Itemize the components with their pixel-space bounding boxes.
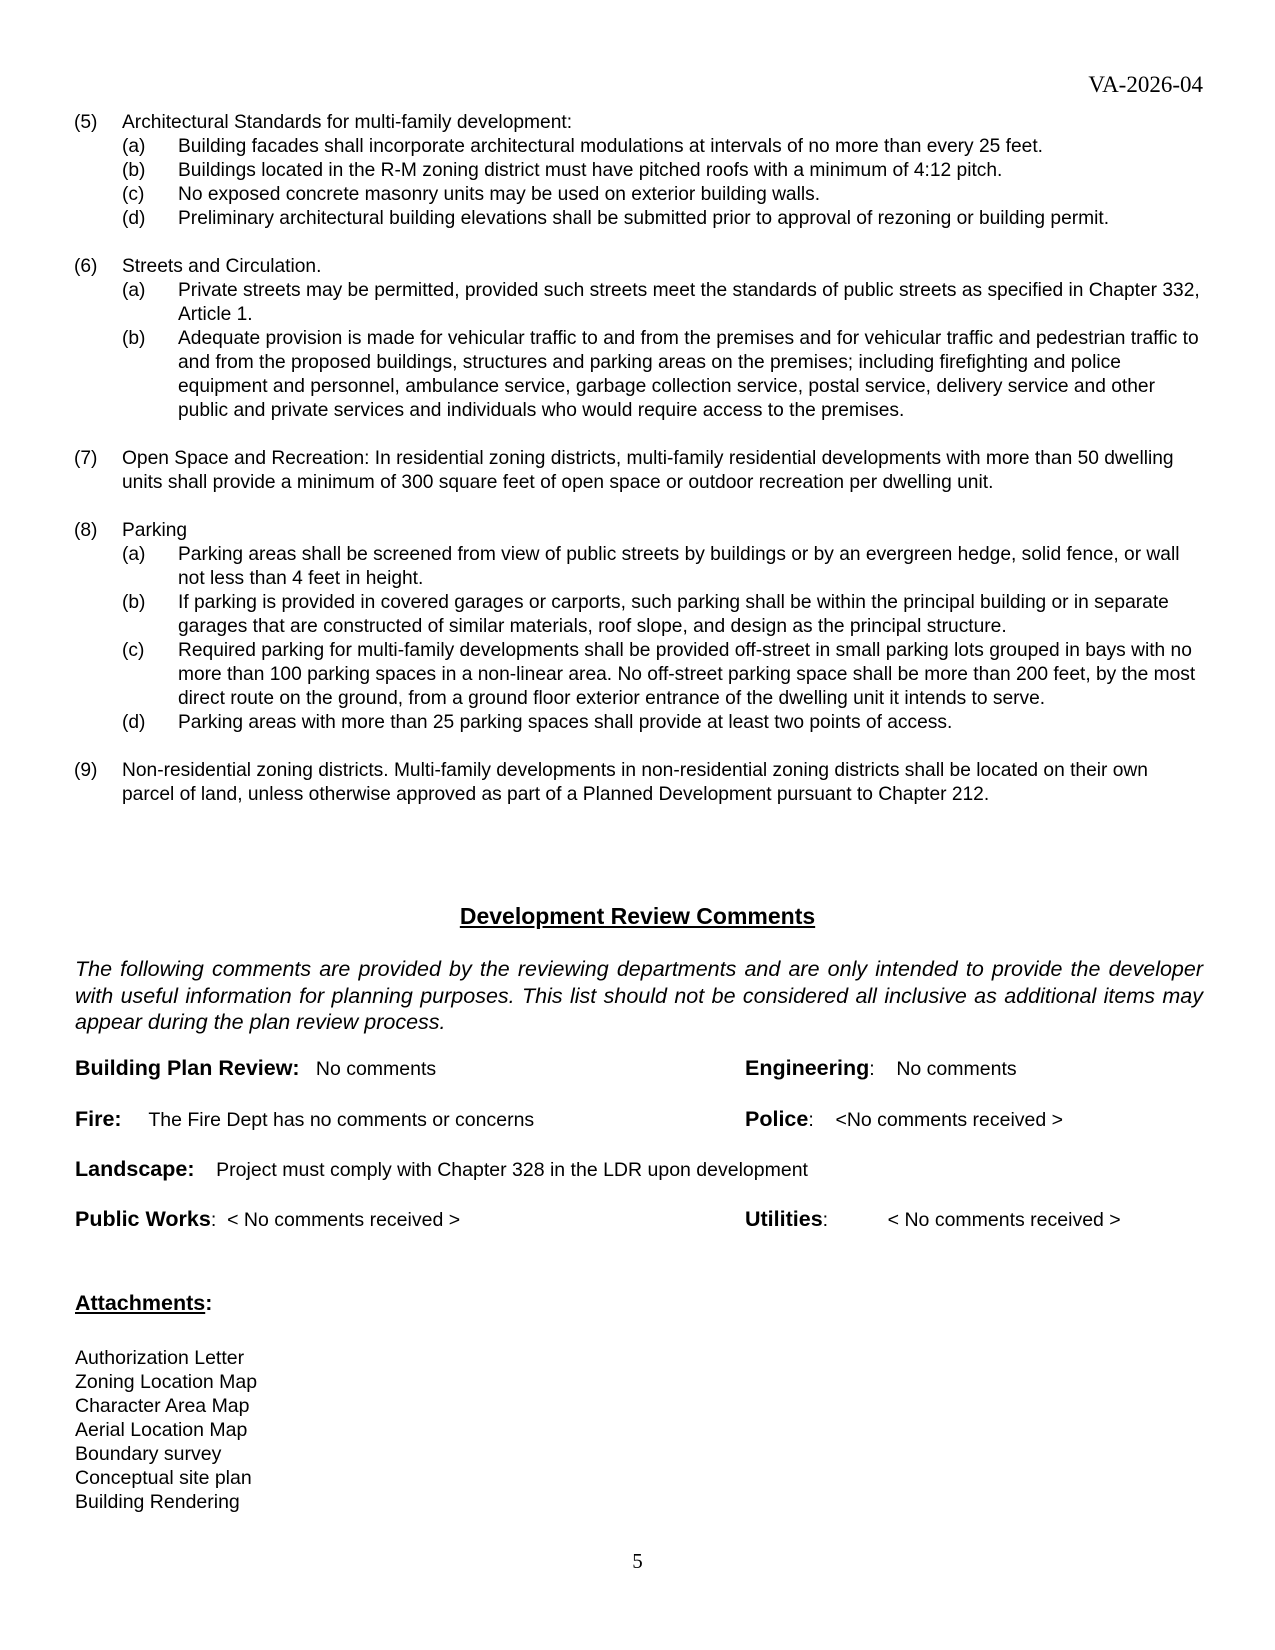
section-items: [122, 135, 1204, 231]
list-item: Character Area Map: [75, 1395, 250, 1417]
item-label: (c): [122, 184, 145, 205]
section-heading: Streets and Circulation.: [122, 256, 322, 277]
item-text: Required parking for multi-family developments shall be provided off-street in small parking lots grouped in bays with no more than 100 parking spaces in a non-linear area. No off-street parking space shall be more than 200 feet, by the most direct route on the ground, from a ground floor exterior entrance of the dwelling unit it intends to serve.: [178, 640, 1196, 709]
item-text: Adequate provision is made for vehicular traffic to and from the premises and for vehicular traffic and pedestrian traffic to and from the proposed buildings, structures and parking areas on the premises; including firefighting and police equipment and personnel, ambulance service, garbage collection service, postal service, delivery service and other public and private services and individuals who would require access to the premises.: [178, 328, 1199, 421]
section-number: (7): [74, 448, 98, 469]
item-text: Building facades shall incorporate architectural modulations at intervals of no more than every 25 feet.: [178, 136, 1043, 157]
item-label: (b): [122, 328, 146, 349]
list-item: Boundary survey: [75, 1443, 222, 1465]
list-item: [122, 135, 1204, 159]
attachments-title: Attachments: [75, 1291, 206, 1315]
list-item: [122, 711, 1204, 735]
section-number: (5): [74, 112, 98, 133]
comment-value: No comments: [896, 1058, 1017, 1080]
section-items: [122, 279, 1204, 423]
comment-label: Landscape:: [75, 1157, 195, 1181]
comment-landscape: [75, 1157, 808, 1182]
comment-public-works: Public Works: < No comments received >: [75, 1207, 461, 1231]
comment-label: Police: [745, 1107, 809, 1131]
comment-utilities: Utilities: < No comments received >: [745, 1207, 1121, 1231]
item-label: (b): [122, 160, 146, 181]
comment-fire: [75, 1107, 534, 1132]
section-number: (6): [74, 256, 98, 277]
comment-engineering: Engineering: No comments: [745, 1056, 1017, 1080]
comment-value: No comments: [315, 1058, 437, 1080]
item-label: (d): [122, 712, 146, 733]
section-number: (9): [74, 760, 98, 781]
list-item: Aerial Location Map: [75, 1419, 248, 1441]
item-text: If parking is provided in covered garages or carports, such parking shall be within the principal building or in separate garages that are constructed of similar materials, roof slope, and design as the principal structure.: [178, 592, 1169, 637]
list-item: [122, 639, 1204, 711]
item-label: (a): [122, 136, 146, 157]
comment-value: The Fire Dept has no comments or concerns: [148, 1109, 535, 1131]
review-intro: The following comments are provided by the reviewing departments and are only intended to provide the developer with useful information for planning purposes. This list should not be considered all inclusive as additional items may appear during the plan review process.: [75, 957, 1203, 1034]
item-text: No exposed concrete masonry units may be used on exterior building walls.: [178, 184, 821, 205]
comment-label: Engineering: [745, 1056, 870, 1080]
comment-value: Project must comply with Chapter 328 in the LDR upon development: [216, 1159, 808, 1181]
standards-sections: [74, 111, 1204, 831]
review-comments-heading: [0, 903, 1275, 930]
section-number: (8): [74, 520, 98, 541]
list-item: [122, 207, 1204, 231]
item-text: Parking areas shall be screened from view of public streets by buildings or by an evergreen hedge, solid fence, or wall not less than 4 feet in height.: [178, 544, 1180, 589]
attachments-list: [75, 1346, 257, 1514]
section-7: [74, 447, 1204, 495]
item-label: (a): [122, 280, 146, 301]
section-5: [74, 111, 1204, 231]
list-item: Conceptual site plan: [75, 1467, 252, 1489]
section-text: Non-residential zoning districts. Multi-family developments in non-residential zoning districts shall be located on their own parcel of land, unless otherwise approved as part of a Planned Development pursuant to Chapter 212.: [122, 760, 1148, 805]
item-text: Private streets may be permitted, provided such streets meet the standards of public streets as specified in Chapter 332, Article 1.: [178, 280, 1200, 325]
list-item: [122, 183, 1204, 207]
item-text: Preliminary architectural building elevations shall be submitted prior to approval of rezoning or building permit.: [178, 208, 1110, 229]
comment-value: < No comments received >: [887, 1209, 1121, 1231]
list-item: [122, 591, 1204, 639]
list-item: [122, 159, 1204, 183]
list-item: [122, 327, 1204, 423]
section-heading: Parking: [122, 520, 188, 541]
item-label: (b): [122, 592, 146, 613]
attachments-heading: Attachments:: [75, 1291, 213, 1315]
section-items: [122, 543, 1204, 735]
section-text: Open Space and Recreation: In residential zoning districts, multi-family residential developments with more than 50 dwelling units shall provide a minimum of 300 square feet of open space or outdoor recreation per dwelling unit.: [122, 448, 1174, 493]
document-id: VA-2026-04: [1088, 72, 1203, 97]
item-text: Parking areas with more than 25 parking spaces shall provide at least two points of access.: [178, 712, 953, 733]
page-number: 5: [632, 1549, 643, 1573]
section-heading: Architectural Standards for multi-family development:: [122, 112, 573, 133]
comment-label: Building Plan Review:: [75, 1056, 300, 1080]
section-9: [74, 759, 1204, 807]
list-item: Building Rendering: [75, 1491, 240, 1513]
comment-value: < No comments received >: [227, 1209, 461, 1231]
comment-police: Police: <No comments received >: [745, 1107, 1064, 1131]
list-item: [122, 543, 1204, 591]
review-title-text: Development Review Comments: [459, 903, 816, 929]
comment-label: Fire:: [75, 1107, 122, 1131]
list-item: Zoning Location Map: [75, 1371, 258, 1393]
section-6: [74, 255, 1204, 423]
comment-label: Utilities: [745, 1207, 823, 1231]
item-label: (c): [122, 640, 145, 661]
section-8: [74, 519, 1204, 735]
comment-value: <No comments received >: [835, 1109, 1064, 1131]
comment-building-plan-review: [75, 1056, 436, 1081]
list-item: [122, 279, 1204, 327]
item-label: (a): [122, 544, 146, 565]
item-text: Buildings located in the R-M zoning district must have pitched roofs with a minimum of 4:12 pitch.: [178, 160, 1003, 181]
item-label: (d): [122, 208, 146, 229]
list-item: Authorization Letter: [75, 1347, 245, 1369]
comment-label: Public Works: [75, 1207, 211, 1231]
